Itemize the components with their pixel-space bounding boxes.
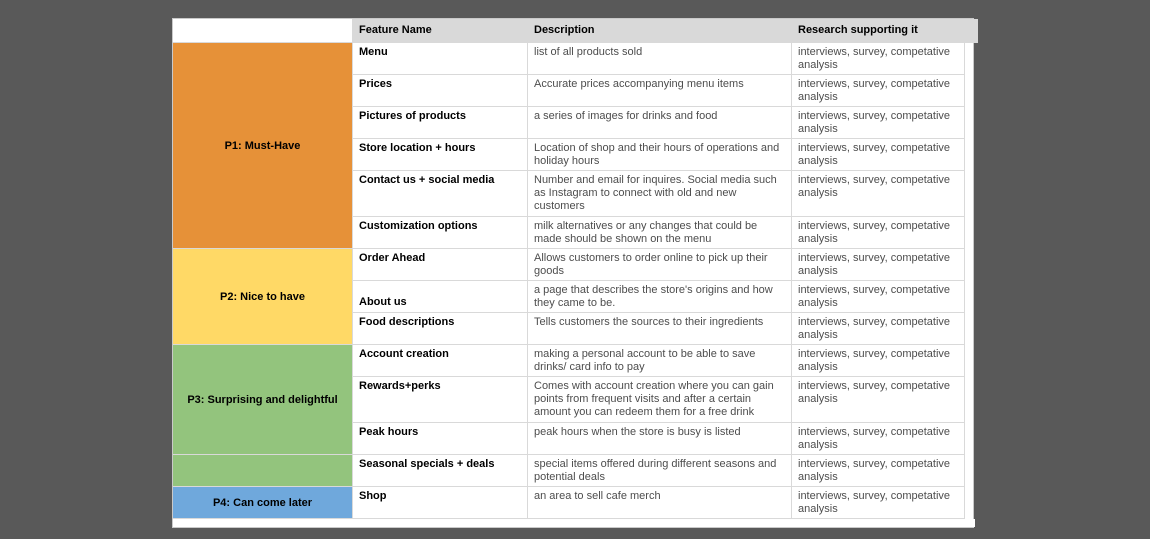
description-cell[interactable]: milk alternatives or any changes that could be made should be shown on the menu xyxy=(528,217,792,249)
feature-cell[interactable]: Contact us + social media xyxy=(353,171,528,217)
feature-cell[interactable]: Peak hours xyxy=(353,423,528,455)
priority-group-p4[interactable]: P4: Can come later xyxy=(173,487,353,519)
feature-cell[interactable]: Customization options xyxy=(353,217,528,249)
research-cell[interactable]: interviews, survey, competative analysis xyxy=(792,313,965,345)
description-cell[interactable]: a series of images for drinks and food xyxy=(528,107,792,139)
description-cell[interactable]: Comes with account creation where you can gain points from frequent visits and after a certain amount you can redeem them for a free drink xyxy=(528,377,792,423)
description-cell[interactable]: Tells customers the sources to their ingredients xyxy=(528,313,792,345)
description-cell[interactable]: special items offered during different seasons and potential deals xyxy=(528,455,792,487)
description-cell[interactable]: list of all products sold xyxy=(528,43,792,75)
description-cell[interactable]: a page that describes the store's origins and how they came to be. xyxy=(528,281,792,313)
description-cell[interactable]: Accurate prices accompanying menu items xyxy=(528,75,792,107)
description-cell[interactable]: Allows customers to order online to pick up their goods xyxy=(528,249,792,281)
description-cell[interactable]: Number and email for inquires. Social media such as Instagram to connect with old and new customers xyxy=(528,171,792,217)
corner-cell[interactable] xyxy=(173,19,353,43)
feature-cell[interactable]: Prices xyxy=(353,75,528,107)
feature-cell[interactable]: Menu xyxy=(353,43,528,75)
description-cell[interactable]: making a personal account to be able to save drinks/ card info to pay xyxy=(528,345,792,377)
research-cell[interactable]: interviews, survey, competative analysis xyxy=(792,75,965,107)
feature-cell[interactable]: Shop xyxy=(353,487,528,519)
research-cell[interactable]: interviews, survey, competative analysis xyxy=(792,107,965,139)
description-cell[interactable]: an area to sell cafe merch xyxy=(528,487,792,519)
priority-feature-table xyxy=(172,18,974,528)
feature-cell[interactable]: Seasonal specials + deals xyxy=(353,455,528,487)
research-cell[interactable]: interviews, survey, competative analysis xyxy=(792,217,965,249)
feature-cell[interactable]: About us xyxy=(353,281,528,313)
feature-cell[interactable]: Account creation xyxy=(353,345,528,377)
research-cell[interactable]: interviews, survey, competative analysis xyxy=(792,423,965,455)
research-cell[interactable]: interviews, survey, competative analysis xyxy=(792,487,965,519)
research-cell[interactable]: interviews, survey, competative analysis xyxy=(792,43,965,75)
column-header-feature-name[interactable]: Feature Name xyxy=(353,19,528,43)
priority-group-p2[interactable]: P2: Nice to have xyxy=(173,249,353,345)
research-cell[interactable]: interviews, survey, competative analysis xyxy=(792,139,965,171)
feature-cell[interactable]: Rewards+perks xyxy=(353,377,528,423)
feature-cell[interactable]: Food descriptions xyxy=(353,313,528,345)
research-cell[interactable]: interviews, survey, competative analysis xyxy=(792,171,965,217)
feature-cell[interactable]: Order Ahead xyxy=(353,249,528,281)
feature-cell[interactable]: Store location + hours xyxy=(353,139,528,171)
sheet-bottom-margin xyxy=(173,519,975,527)
research-cell[interactable]: interviews, survey, competative analysis xyxy=(792,281,965,313)
description-cell[interactable]: Location of shop and their hours of operations and holiday hours xyxy=(528,139,792,171)
column-header-description[interactable]: Description xyxy=(528,19,792,43)
research-cell[interactable]: interviews, survey, competative analysis xyxy=(792,345,965,377)
research-cell[interactable]: interviews, survey, competative analysis xyxy=(792,249,965,281)
priority-group-p3-extension[interactable] xyxy=(173,455,353,487)
research-cell[interactable]: interviews, survey, competative analysis xyxy=(792,455,965,487)
priority-group-p3[interactable]: P3: Surprising and delightful xyxy=(173,345,353,455)
priority-group-p1[interactable]: P1: Must-Have xyxy=(173,43,353,249)
research-cell[interactable]: interviews, survey, competative analysis xyxy=(792,377,965,423)
description-cell[interactable]: peak hours when the store is busy is listed xyxy=(528,423,792,455)
feature-cell[interactable]: Pictures of products xyxy=(353,107,528,139)
column-header-spacer xyxy=(965,19,978,43)
column-header-research[interactable]: Research supporting it xyxy=(792,19,965,43)
